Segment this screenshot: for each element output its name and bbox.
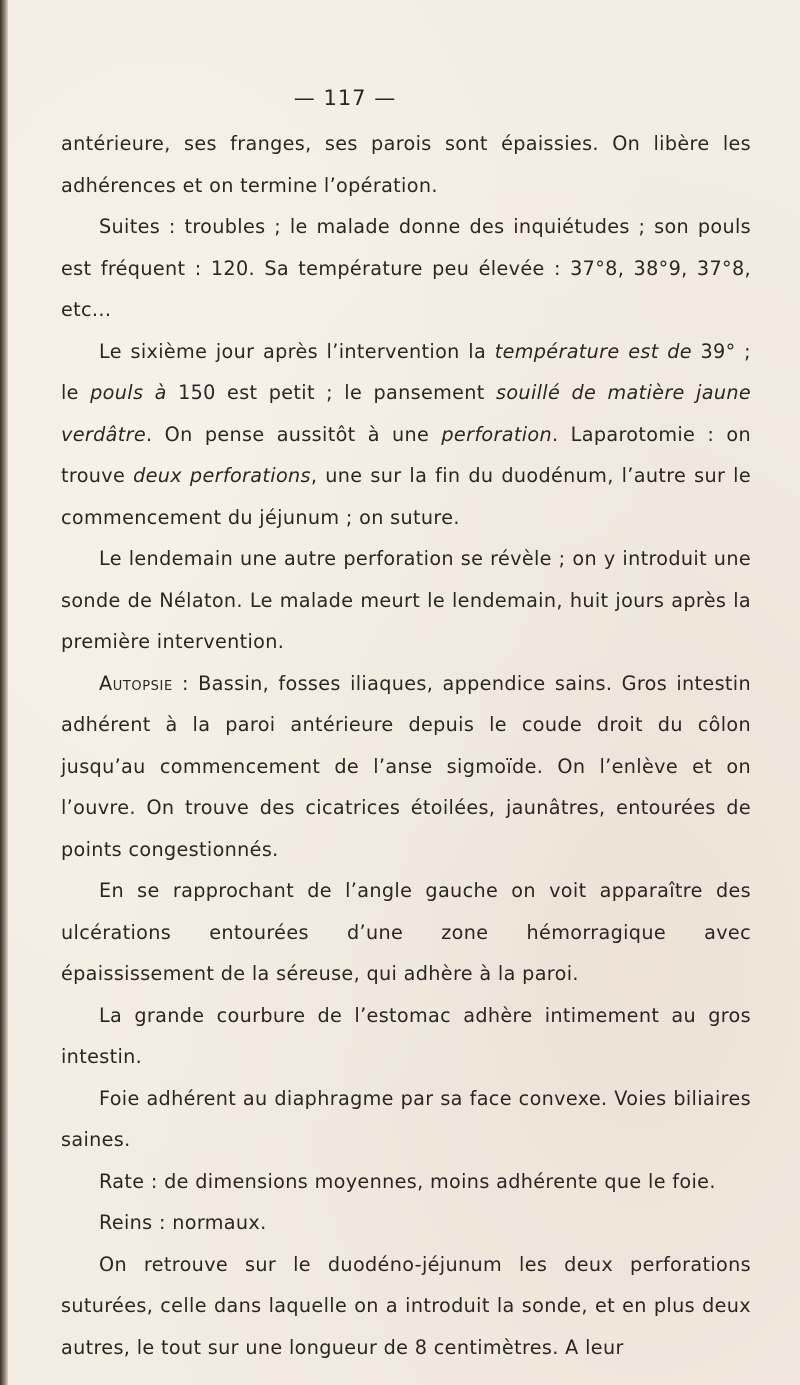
paragraph-estomac: La grande courbure de l’estomac adhère intimement au gros intestin.: [61, 1003, 751, 1068]
paragraph-suites: Suites : troubles ; le malade donne des inquiétudes ; son pouls est fréquent : 120. Sa température peu élevée : 37°8, 38°9, 37°8, etc...: [61, 215, 751, 321]
paragraph-angle-gauche: En se rapprochant de l’angle gauche on voit apparaître des ulcérations entourées d’une zone hémorragique avec épaississement de la séreuse, qui adhère à la paroi.: [61, 879, 751, 985]
text-run: , une sur la fin du duodénum, l’autre sur le commencement du jéjunum ; on suture.: [61, 464, 751, 529]
emphasis-deux-perforations: deux perforations: [133, 464, 311, 487]
autopsie-text: : Bassin, fosses iliaques, appendice sains. Gros intestin adhérent à la paroi antérieure depuis le coude droit du côlon jusqu’au commencement de l’anse sigmoïde. On l’enlève et on l’ouvre. On trouve des cicatrices étoilées, jaunâtres, entourées de points congestionnés.: [61, 671, 751, 861]
paragraph-continuation: antérieure, ses franges, ses parois sont épaissies. On libère les adhérences et on termine l’opération.: [61, 132, 751, 197]
text-run: 150 est petit ; le pansement: [166, 381, 496, 404]
autopsie-label: Autopsie: [99, 671, 173, 695]
text-run: 39° ; le: [61, 339, 751, 404]
emphasis-temperature: température est de: [494, 339, 692, 363]
paragraph-foie: Foie adhérent au diaphragme par sa face convexe. Voies biliaires saines.: [61, 1086, 751, 1151]
page-body-text: [61, 123, 751, 1368]
paragraph-autopsie: [61, 663, 751, 871]
text-run: Le sixième jour après l’intervention la: [99, 339, 495, 363]
paragraph-reins: Reins : normaux.: [99, 1211, 267, 1234]
page-number: — 117 —: [293, 86, 397, 110]
paragraph-sixth-day: [61, 331, 751, 539]
text-run: . Laparotomie : on trouve: [61, 422, 752, 487]
emphasis-matiere: souillé de matière jaune verdâtre: [61, 381, 751, 446]
emphasis-pouls: pouls à: [90, 381, 167, 404]
text-run: . On pense aussitôt à une: [146, 422, 442, 446]
paragraph-lendemain: Le lendemain une autre perforation se révèle ; on y introduit une sonde de Nélaton. Le malade meurt le lendemain, huit jours après la première intervention.: [61, 547, 751, 653]
paragraph-rate: Rate : de dimensions moyennes, moins adhérente que le foie.: [99, 1169, 716, 1193]
emphasis-perforation: perforation: [441, 422, 553, 446]
paragraph-duodeno-jejunum: On retrouve sur le duodéno-jéjunum les deux perforations suturées, celle dans laquelle on a introduit la sonde, et en plus deux autres, le tout sur une longueur de 8 centimètres. A leur: [61, 1252, 751, 1359]
page-binding-edge: [0, 0, 8, 1385]
